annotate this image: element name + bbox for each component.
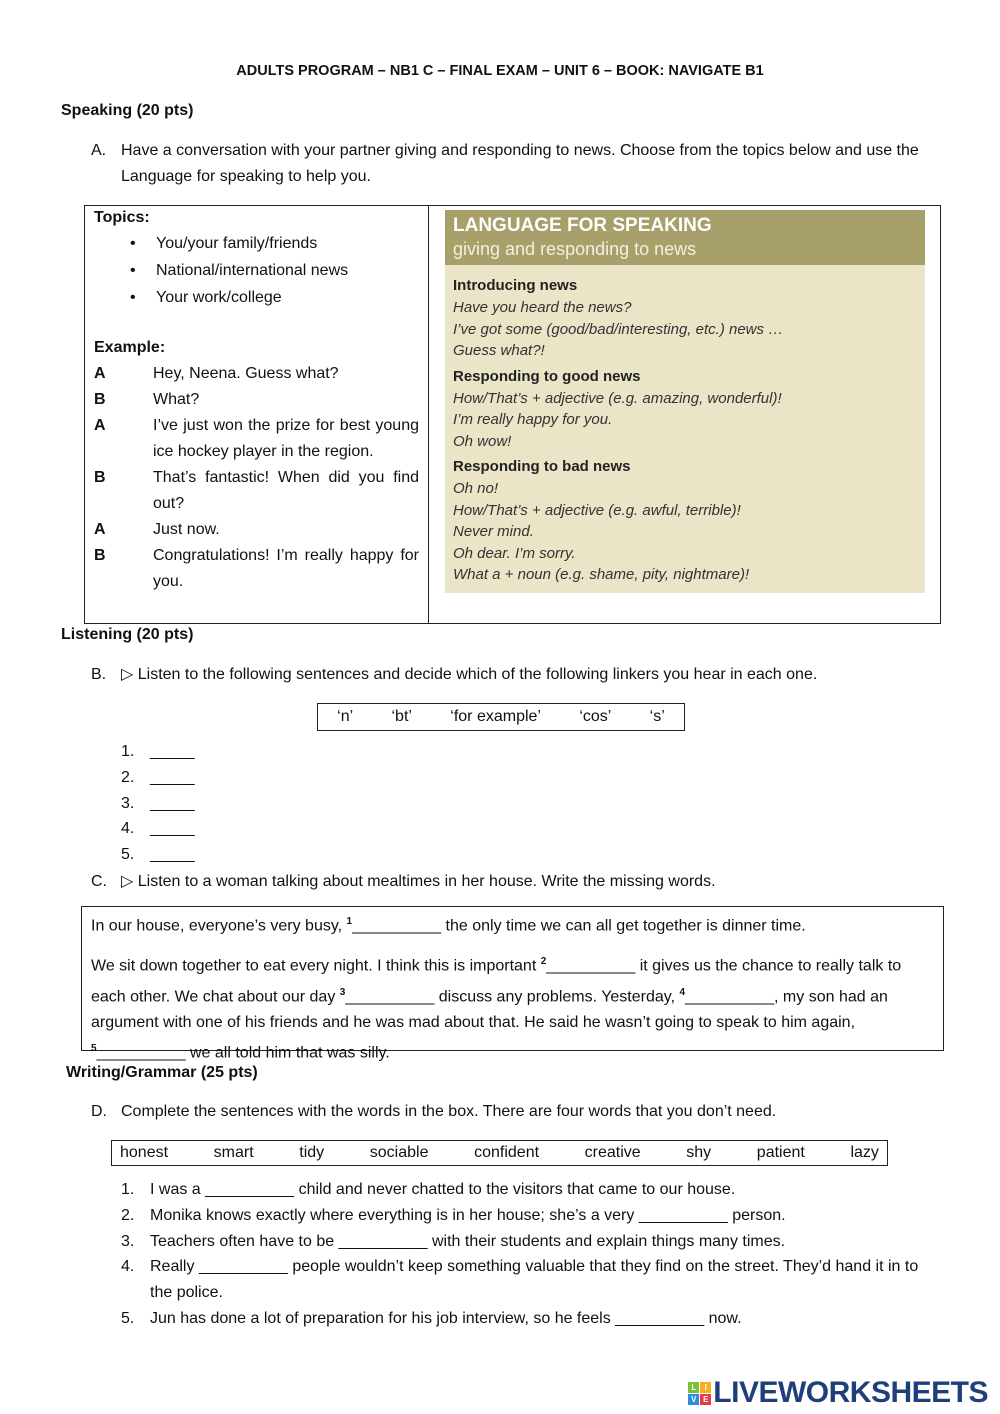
answer-blank[interactable]: _____ (150, 768, 195, 786)
answer-blank[interactable]: _____ (150, 846, 195, 864)
answer-blank[interactable]: _____ (150, 820, 195, 838)
gap-number: 4 (679, 986, 686, 998)
speaker: B (94, 469, 106, 486)
topic-label: Your work/college (156, 289, 282, 306)
task-c-letter: C. (91, 873, 107, 890)
dialogue-text: That’s fantastic! When did you find out? (153, 469, 419, 512)
paragraph-text: we all told him that was silly. (185, 1044, 390, 1062)
lfs-section-heading: Responding to good news (453, 367, 641, 385)
logo-tile: L (688, 1382, 699, 1393)
topic-item (94, 284, 424, 311)
word-box (111, 1140, 888, 1166)
logo-tile: E (700, 1394, 711, 1405)
dialogue-line (94, 465, 424, 517)
dialogue-line (94, 517, 424, 543)
sentence-item (121, 1254, 940, 1306)
item-number: 2. (121, 768, 135, 786)
gap-blank[interactable]: __________ (352, 917, 442, 935)
example-dialogue (94, 361, 424, 595)
sentence-item (121, 1306, 940, 1332)
answer-item (121, 739, 195, 765)
item-number: 1. (121, 743, 135, 760)
sentence-text: Teachers often have to be __________ with their students and explain things many times. (150, 1232, 786, 1250)
logo-tile: I (700, 1382, 711, 1393)
lfs-section-heading: Responding to bad news (453, 458, 631, 475)
task-a-letter: A. (91, 142, 107, 159)
word-option: shy (686, 1144, 712, 1161)
logo-text: LIVEWORKSHEETS (713, 1376, 988, 1409)
paragraph-text: it gives us the chance to really talk to each other. We chat about our day (91, 957, 902, 1005)
dialogue-text: Congratulations! I’m really happy for you. (153, 547, 419, 590)
sentence-item (121, 1177, 940, 1203)
item-number: 4. (121, 1258, 135, 1276)
paragraph-text: We sit down together to eat every night. I think this is important (91, 957, 541, 975)
dialogue-text: Just now. (153, 521, 220, 538)
speaker: A (94, 365, 106, 382)
speaker: B (94, 547, 106, 564)
sentence-item (121, 1229, 940, 1255)
lfs-phrase: How/That’s + adjective (e.g. awful, terrible)! (453, 501, 741, 519)
topic-label: You/your family/friends (156, 235, 318, 252)
item-number: 5. (121, 1309, 135, 1327)
paragraph-text: the only time we can all get together is dinner time. (441, 917, 806, 935)
word-option: confident (474, 1144, 540, 1161)
answer-item (121, 816, 195, 842)
lfs-title: LANGUAGE FOR SPEAKING (453, 215, 712, 236)
word-option: honest (120, 1144, 169, 1161)
linker: ‘bt’ (391, 708, 412, 725)
item-number: 3. (121, 794, 135, 812)
paragraph-text: In our house, everyone’s very busy, (91, 917, 347, 935)
lfs-phrase: Oh dear. I’m sorry. (453, 544, 576, 562)
gap-blank[interactable]: __________ (345, 987, 435, 1005)
dialogue-line (94, 543, 424, 595)
example-label: Example: (94, 339, 166, 356)
dialogue-text: What? (153, 391, 200, 408)
dialogue-line (94, 413, 424, 465)
dialogue-line (94, 361, 424, 387)
bullet-icon: • (130, 235, 136, 252)
answer-item (121, 842, 195, 868)
logo-tiles-icon (688, 1382, 711, 1405)
sentence-text: I was a __________ child and never chatted to the visitors that came to our house. (150, 1181, 736, 1198)
word-option: lazy (850, 1144, 879, 1161)
linker: ‘s’ (649, 708, 665, 725)
item-number: 5. (121, 846, 135, 864)
speaker: B (94, 391, 106, 408)
paragraph-1 (82, 907, 943, 939)
gap-number: 3 (339, 986, 346, 998)
gap-blank[interactable]: __________ (685, 987, 775, 1005)
topics-list (94, 230, 424, 311)
lfs-subtitle: giving and responding to news (453, 239, 697, 259)
dialogue-text: I’ve just won the prize for best young ice hockey player in the region. (153, 417, 419, 460)
gap-blank[interactable]: __________ (546, 957, 636, 975)
dialogue-line (94, 387, 424, 413)
answer-blank[interactable]: _____ (150, 794, 195, 812)
lfs-phrase: I’ve got some (good/bad/interesting, etc.) news … (453, 320, 784, 338)
sentence-text: Monika knows exactly where everything is in her house; she’s a very __________ person. (150, 1206, 786, 1224)
item-number: 2. (121, 1206, 135, 1224)
bullet-icon: • (130, 262, 136, 279)
paragraph-2 (82, 939, 943, 1066)
dialogue-text: Hey, Neena. Guess what? (153, 365, 339, 382)
word-option: tidy (299, 1144, 325, 1161)
linker: ‘for example’ (450, 708, 541, 725)
paragraph-text: , my son had an argument with one of his friends and he was mad about that. He said he wasn’t going to speak to him again, (91, 987, 888, 1031)
language-for-speaking-box (445, 210, 925, 593)
item-number: 4. (121, 820, 135, 838)
gap-fill-box (81, 906, 944, 1062)
speaker: A (94, 417, 106, 434)
bullet-icon: • (130, 289, 136, 306)
task-b-letter: B. (91, 666, 107, 683)
word-option: patient (756, 1144, 805, 1161)
lfs-section-heading: Introducing news (453, 277, 578, 294)
task-c-instructions: ▷ Listen to a woman talking about mealtimes in her house. Write the missing words. (121, 873, 716, 890)
sentence-item (121, 1203, 940, 1229)
writing-heading: Writing/Grammar (25 pts) (66, 1064, 258, 1081)
lfs-phrase: Never mind. (453, 523, 534, 540)
item-number: 1. (121, 1181, 135, 1198)
gap-blank[interactable]: __________ (96, 1044, 186, 1062)
lfs-phrase: Oh no! (453, 480, 499, 497)
answer-item (121, 791, 195, 817)
linker: ‘cos’ (579, 708, 612, 725)
task-a-instructions: Have a conversation with your partner giving and responding to news. Choose from the topics below and use the Language for speaking to help you. (121, 142, 919, 185)
answer-blank[interactable]: _____ (150, 743, 195, 760)
topics-label: Topics: (94, 209, 150, 226)
speaker: A (94, 521, 106, 538)
listening-heading: Listening (20 pts) (61, 626, 194, 643)
topic-label: National/international news (156, 262, 349, 279)
answer-item (121, 765, 195, 791)
task-b-instructions: ▷ Listen to the following sentences and decide which of the following linkers you hear in each one. (121, 666, 818, 683)
word-option: creative (584, 1144, 641, 1161)
sentence-text: Jun has done a lot of preparation for his job interview, so he feels __________ now. (150, 1309, 742, 1327)
speaking-heading: Speaking (20 pts) (61, 102, 194, 119)
gap-number: 2 (540, 956, 547, 968)
lfs-phrase: How/That’s + adjective (e.g. amazing, wonderful)! (453, 389, 782, 407)
lfs-phrase: Have you heard the news? (453, 299, 632, 316)
gap-number: 1 (346, 916, 353, 927)
liveworksheets-logo (688, 1376, 988, 1410)
logo-tile: V (688, 1394, 699, 1405)
task-d-letter: D. (91, 1103, 107, 1120)
table-divider (428, 206, 429, 623)
lfs-phrase: I’m really happy for you. (453, 411, 613, 428)
linker: ‘n’ (337, 708, 354, 725)
word-option: sociable (369, 1144, 429, 1161)
exam-title: ADULTS PROGRAM – NB1 C – FINAL EXAM – UNIT 6 – BOOK: NAVIGATE B1 (236, 63, 764, 79)
linkers-box (317, 703, 685, 731)
word-option: smart (213, 1144, 254, 1161)
lfs-phrase: What a + noun (e.g. shame, pity, nightmare)! (453, 566, 750, 583)
item-number: 3. (121, 1232, 135, 1250)
task-d-instructions: Complete the sentences with the words in the box. There are four words that you don’t need. (121, 1103, 777, 1120)
topic-item (94, 230, 424, 257)
paragraph-text: discuss any problems. Yesterday, (434, 987, 680, 1005)
gap-number: 5 (91, 1042, 97, 1054)
topic-item (94, 257, 424, 284)
sentence-text: Really __________ people wouldn’t keep something valuable that they find on the street. They’d hand it in to the police. (150, 1258, 919, 1302)
lfs-phrase: Oh wow! (453, 432, 512, 450)
lfs-phrase: Guess what?! (453, 342, 545, 359)
